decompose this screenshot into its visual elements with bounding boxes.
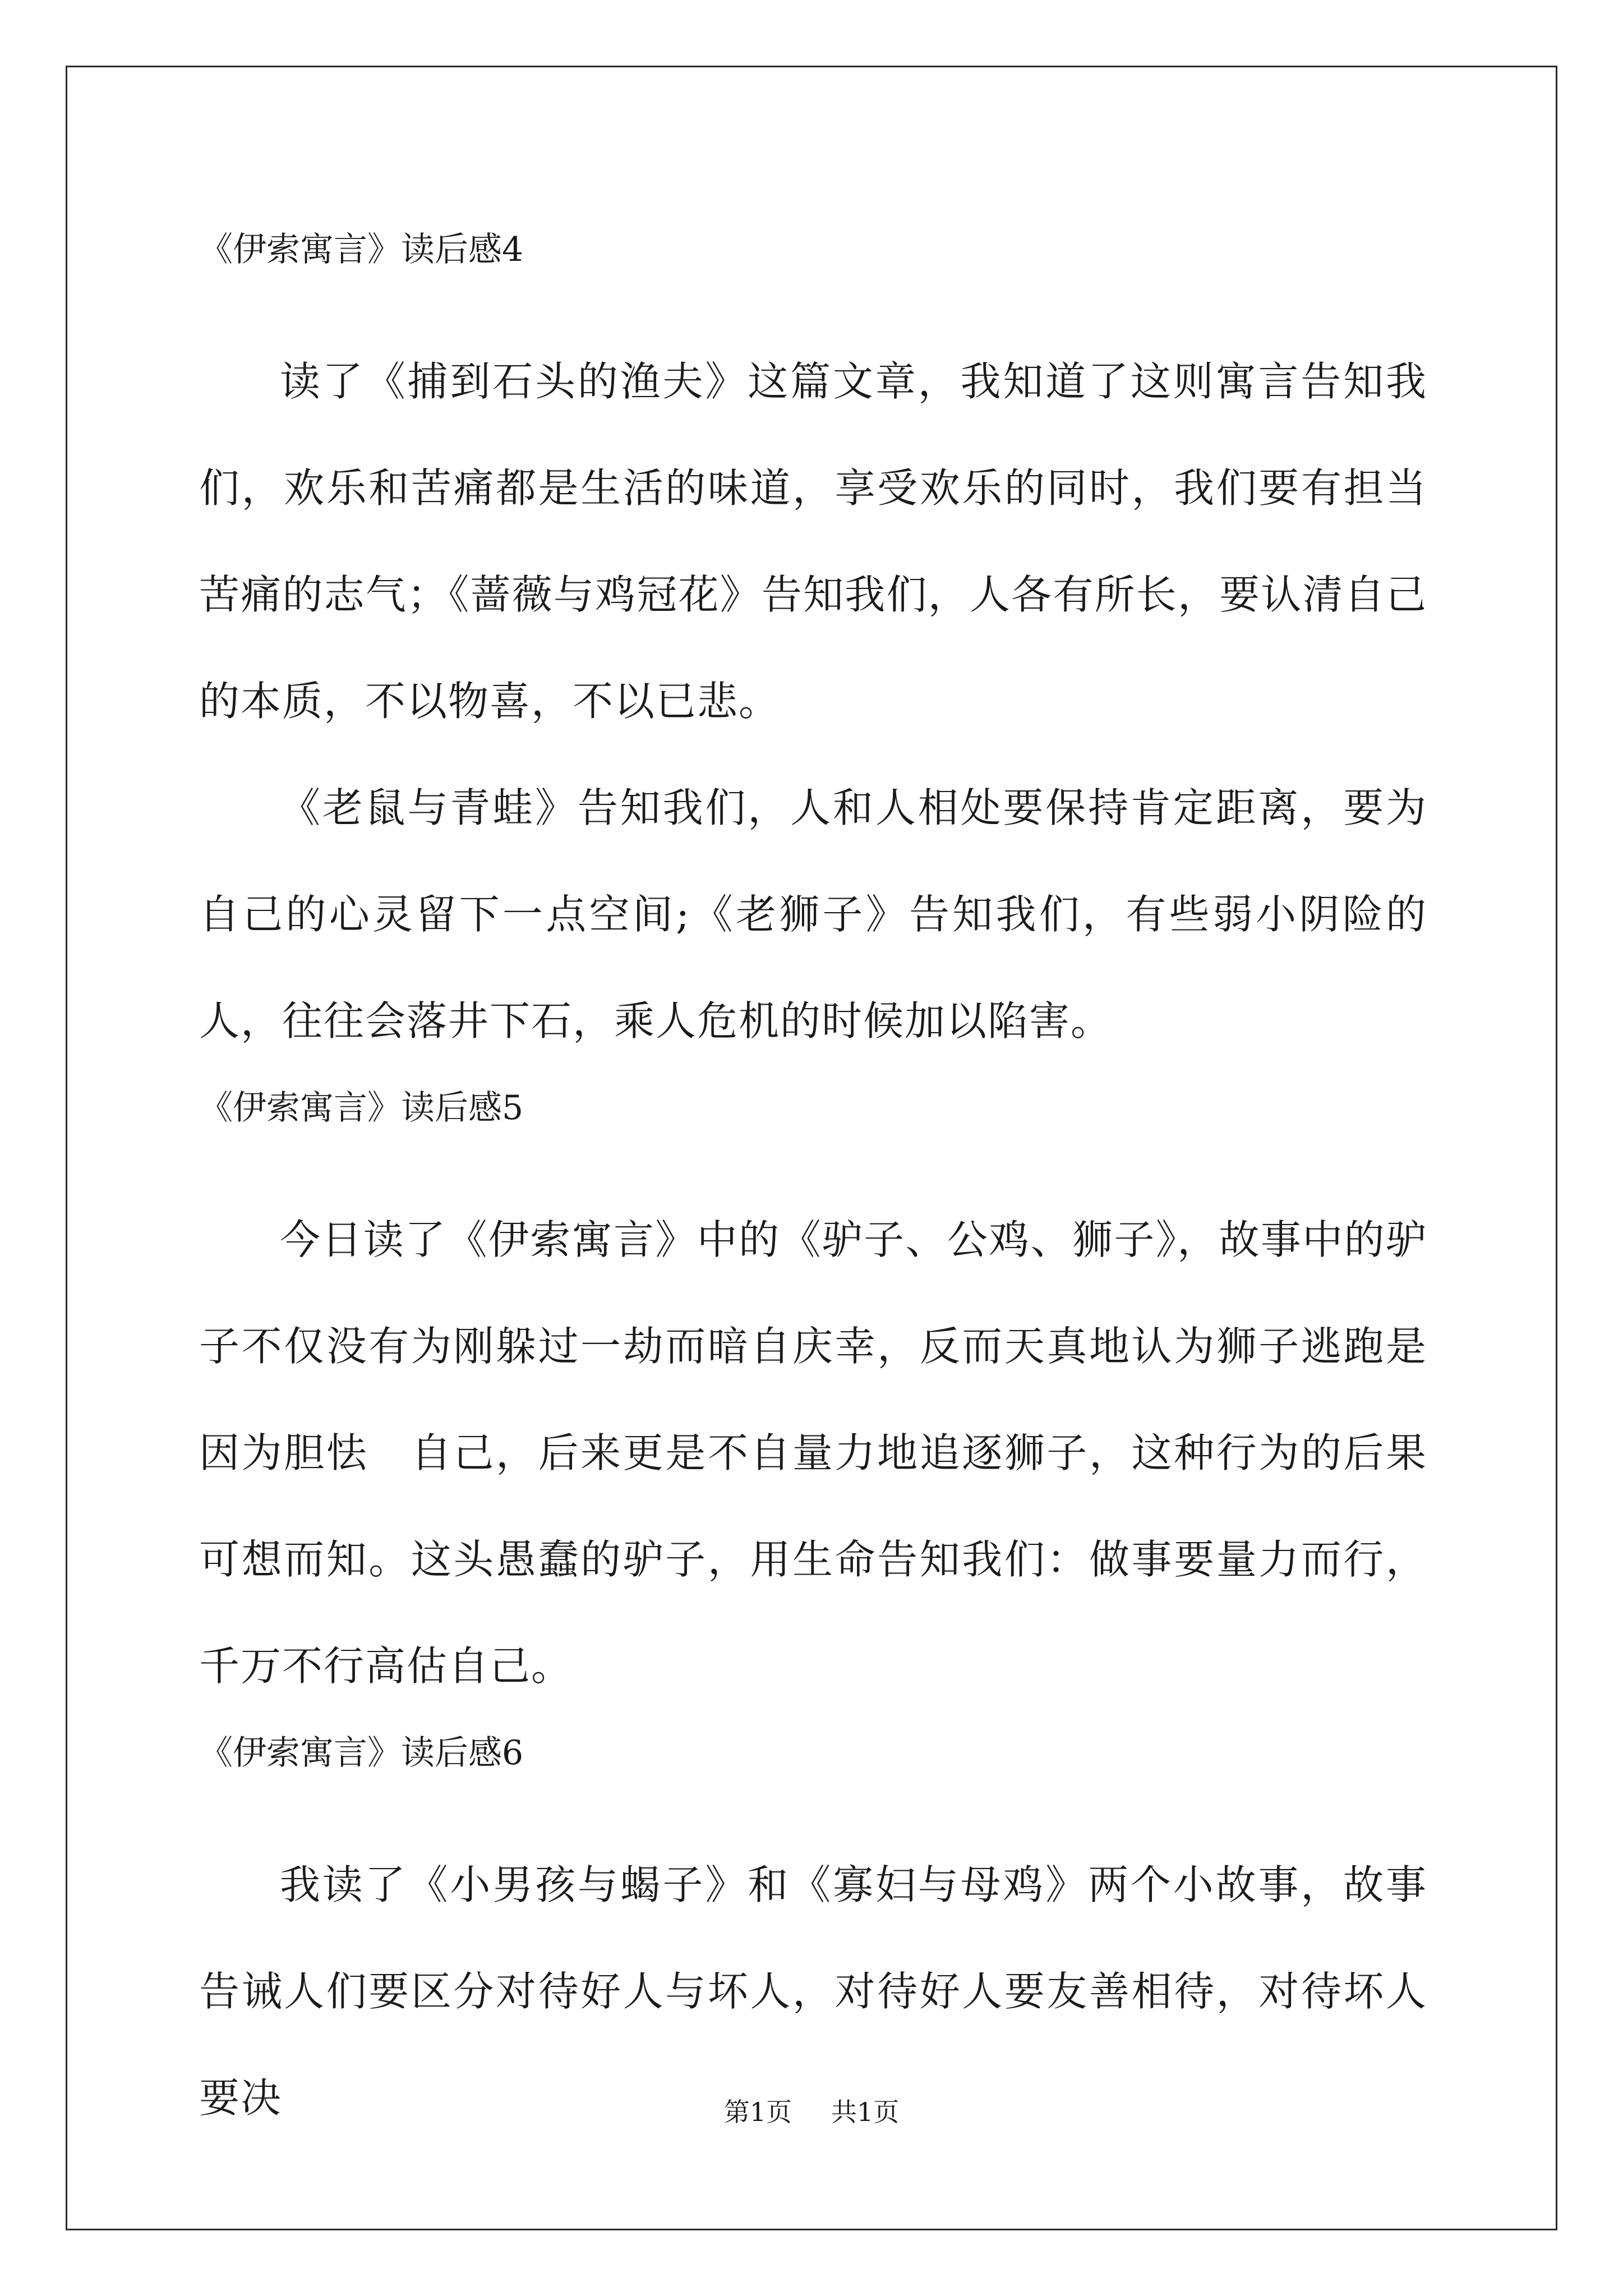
paragraph: 读了《捕到石头的渔夫》这篇文章，我知道了这则寓言告知我们，欢乐和苦痛都是生活的味道，享受欢乐的同时，我们要有担当苦痛的志气；《蔷薇与鸡冠花》告知我们，人各有所长，要认清自己的本质，不以物喜，不以已悲。: [199, 358, 1427, 725]
page-number-total: 共1页: [831, 2097, 900, 2127]
section-heading-6: 《伊索寓言》读后感6: [199, 1733, 524, 1773]
paragraph: 我读了《小男孩与蝎子》和《寡妇与母鸡》两个小故事，故事告诫人们要区分对待好人与坏人，对待好人要友善相待，对待坏人要决: [199, 1861, 1427, 2122]
paragraph: 《老鼠与青蛙》告知我们，人和人相处要保持肯定距离，要为自己的心灵留下一点空间;《老狮子》告知我们，有些弱小阴险的人，往往会落井下石，乘人危机的时候加以陷害。: [199, 784, 1427, 1045]
page-footer: [0, 2095, 1623, 2129]
page-number-current: 第1页: [723, 2097, 792, 2127]
document-body: [199, 222, 1427, 2151]
section-heading-5: 《伊索寓言》读后感5: [199, 1088, 524, 1128]
section-heading-4: 《伊索寓言》读后感4: [199, 230, 524, 269]
paragraph: 今日读了《伊索寓言》中的《驴子、公鸡、狮子》，故事中的驴子不仅没有为刚躲过一劫而暗自庆幸，反而天真地认为狮子逃跑是因为胆怯 自己，后来更是不自量力地追逐狮子，这种行为的后果可想而知。这头愚蠢的驴子，用生命告知我们：做事要量力而行，千万不行高估自己。: [199, 1216, 1427, 1690]
